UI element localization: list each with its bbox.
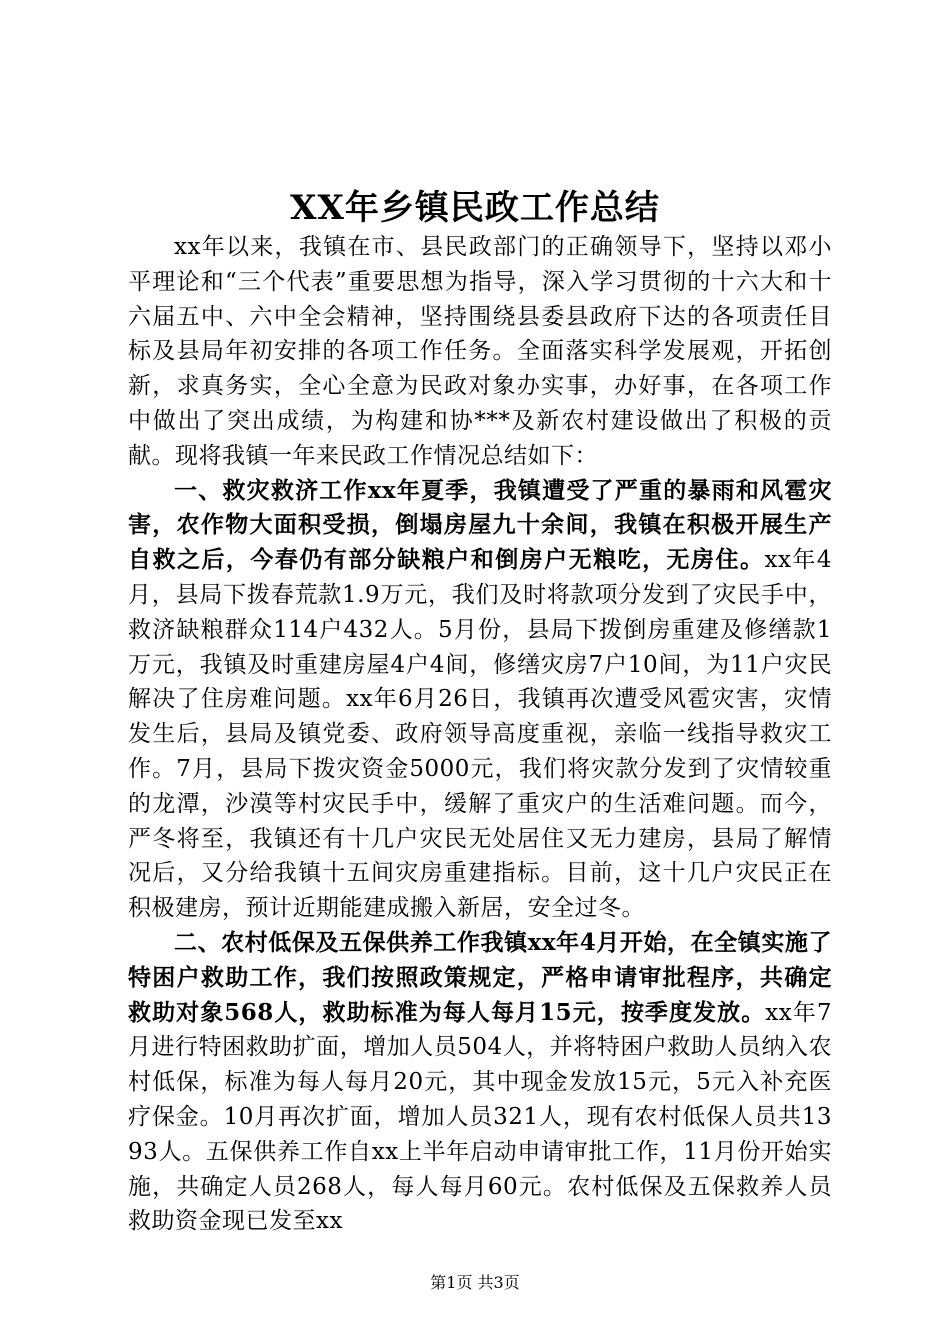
paragraph-lead: 二、农村低保及五保供养工作我镇xx年4月开始，在全镇实施了特困户救助工作，我们按照政策规定，严格申请审批程序，共确定救助对象568人，救助标准为每人每月15元，按季度发放。 bbox=[128, 928, 832, 1026]
paragraph-text: xx年以来，我镇在市、县民政部门的正确领导下，坚持以邓小平理论和“三个代表”重要思想为指导，深入学习贯彻的十六大和十六届五中、六中全会精神，坚持围绕县委县政府下达的各项责任目标及县局年初安排的各项工作任务。全面落实科学发展观，开拓创新，求真务实，全心全意为民政对象办实事，办好事，在各项工作中做出了突出成绩，为构建和协***及新农村建设做出了积极的贡献。现将我镇一年来民政工作情况总结如下： bbox=[128, 234, 832, 469]
page-number-footer: 第1页 共3页 bbox=[430, 1273, 520, 1292]
document-title: XX年乡镇民政工作总结 bbox=[290, 188, 660, 228]
paragraph-intro bbox=[128, 230, 832, 474]
paragraph-lead: 一、救灾救济工作xx年夏季，我镇遭受了严重的暴雨和风雹灾害，农作物大面积受损，倒塌房屋九十余间，我镇在积极开展生产自救之后，今春仍有部分缺粮户和倒房户无粮吃，无房住。 bbox=[128, 476, 832, 574]
paragraph-text: xx年4月，县局下拨春荒款1.9万元，我们及时将款项分发到了灾民手中，救济缺粮群众114户432人。5月份，县局下拨倒房重建及修缮款1万元，我镇及时重建房屋4户4间，修缮灾房7户10间，为11户灾民解决了住房难问题。xx年6月26日，我镇再次遭受风雹灾害，灾情发生后，县局及镇党委、政府领导高度重视，亲临一线指导救灾工作。7月，县局下拨灾资金5000元，我们将灾款分发到了灾情较重的龙潭，沙漠等村灾民手中，缓解了重灾户的生活难问题。而今，严冬将至，我镇还有十几户灾民无处居住又无力建房，县局了解情况后，又分给我镇十五间灾房重建指标。目前，这十几户灾民正在积极建房，预计近期能建成搬入新居，安全过冬。 bbox=[128, 547, 833, 922]
document-body bbox=[128, 230, 832, 1239]
paragraph-minimum-living-security bbox=[128, 926, 832, 1239]
paragraph-disaster-relief bbox=[128, 474, 832, 926]
paragraph-text: xx年7月进行特困救助扩面，增加人员504人，并将特困户救助人员纳入农村低保，标准为每人每月20元，其中现金发放15元，5元入补充医疗保金。10月再次扩面，增加人员321人，现有农村低保人员共1393人。五保供养工作自xx上半年启动申请审批工作，11月份开始实施，共确定人员268人，每人每月60元。农村低保及五保救养人员救助资金现已发至xx bbox=[128, 999, 832, 1235]
